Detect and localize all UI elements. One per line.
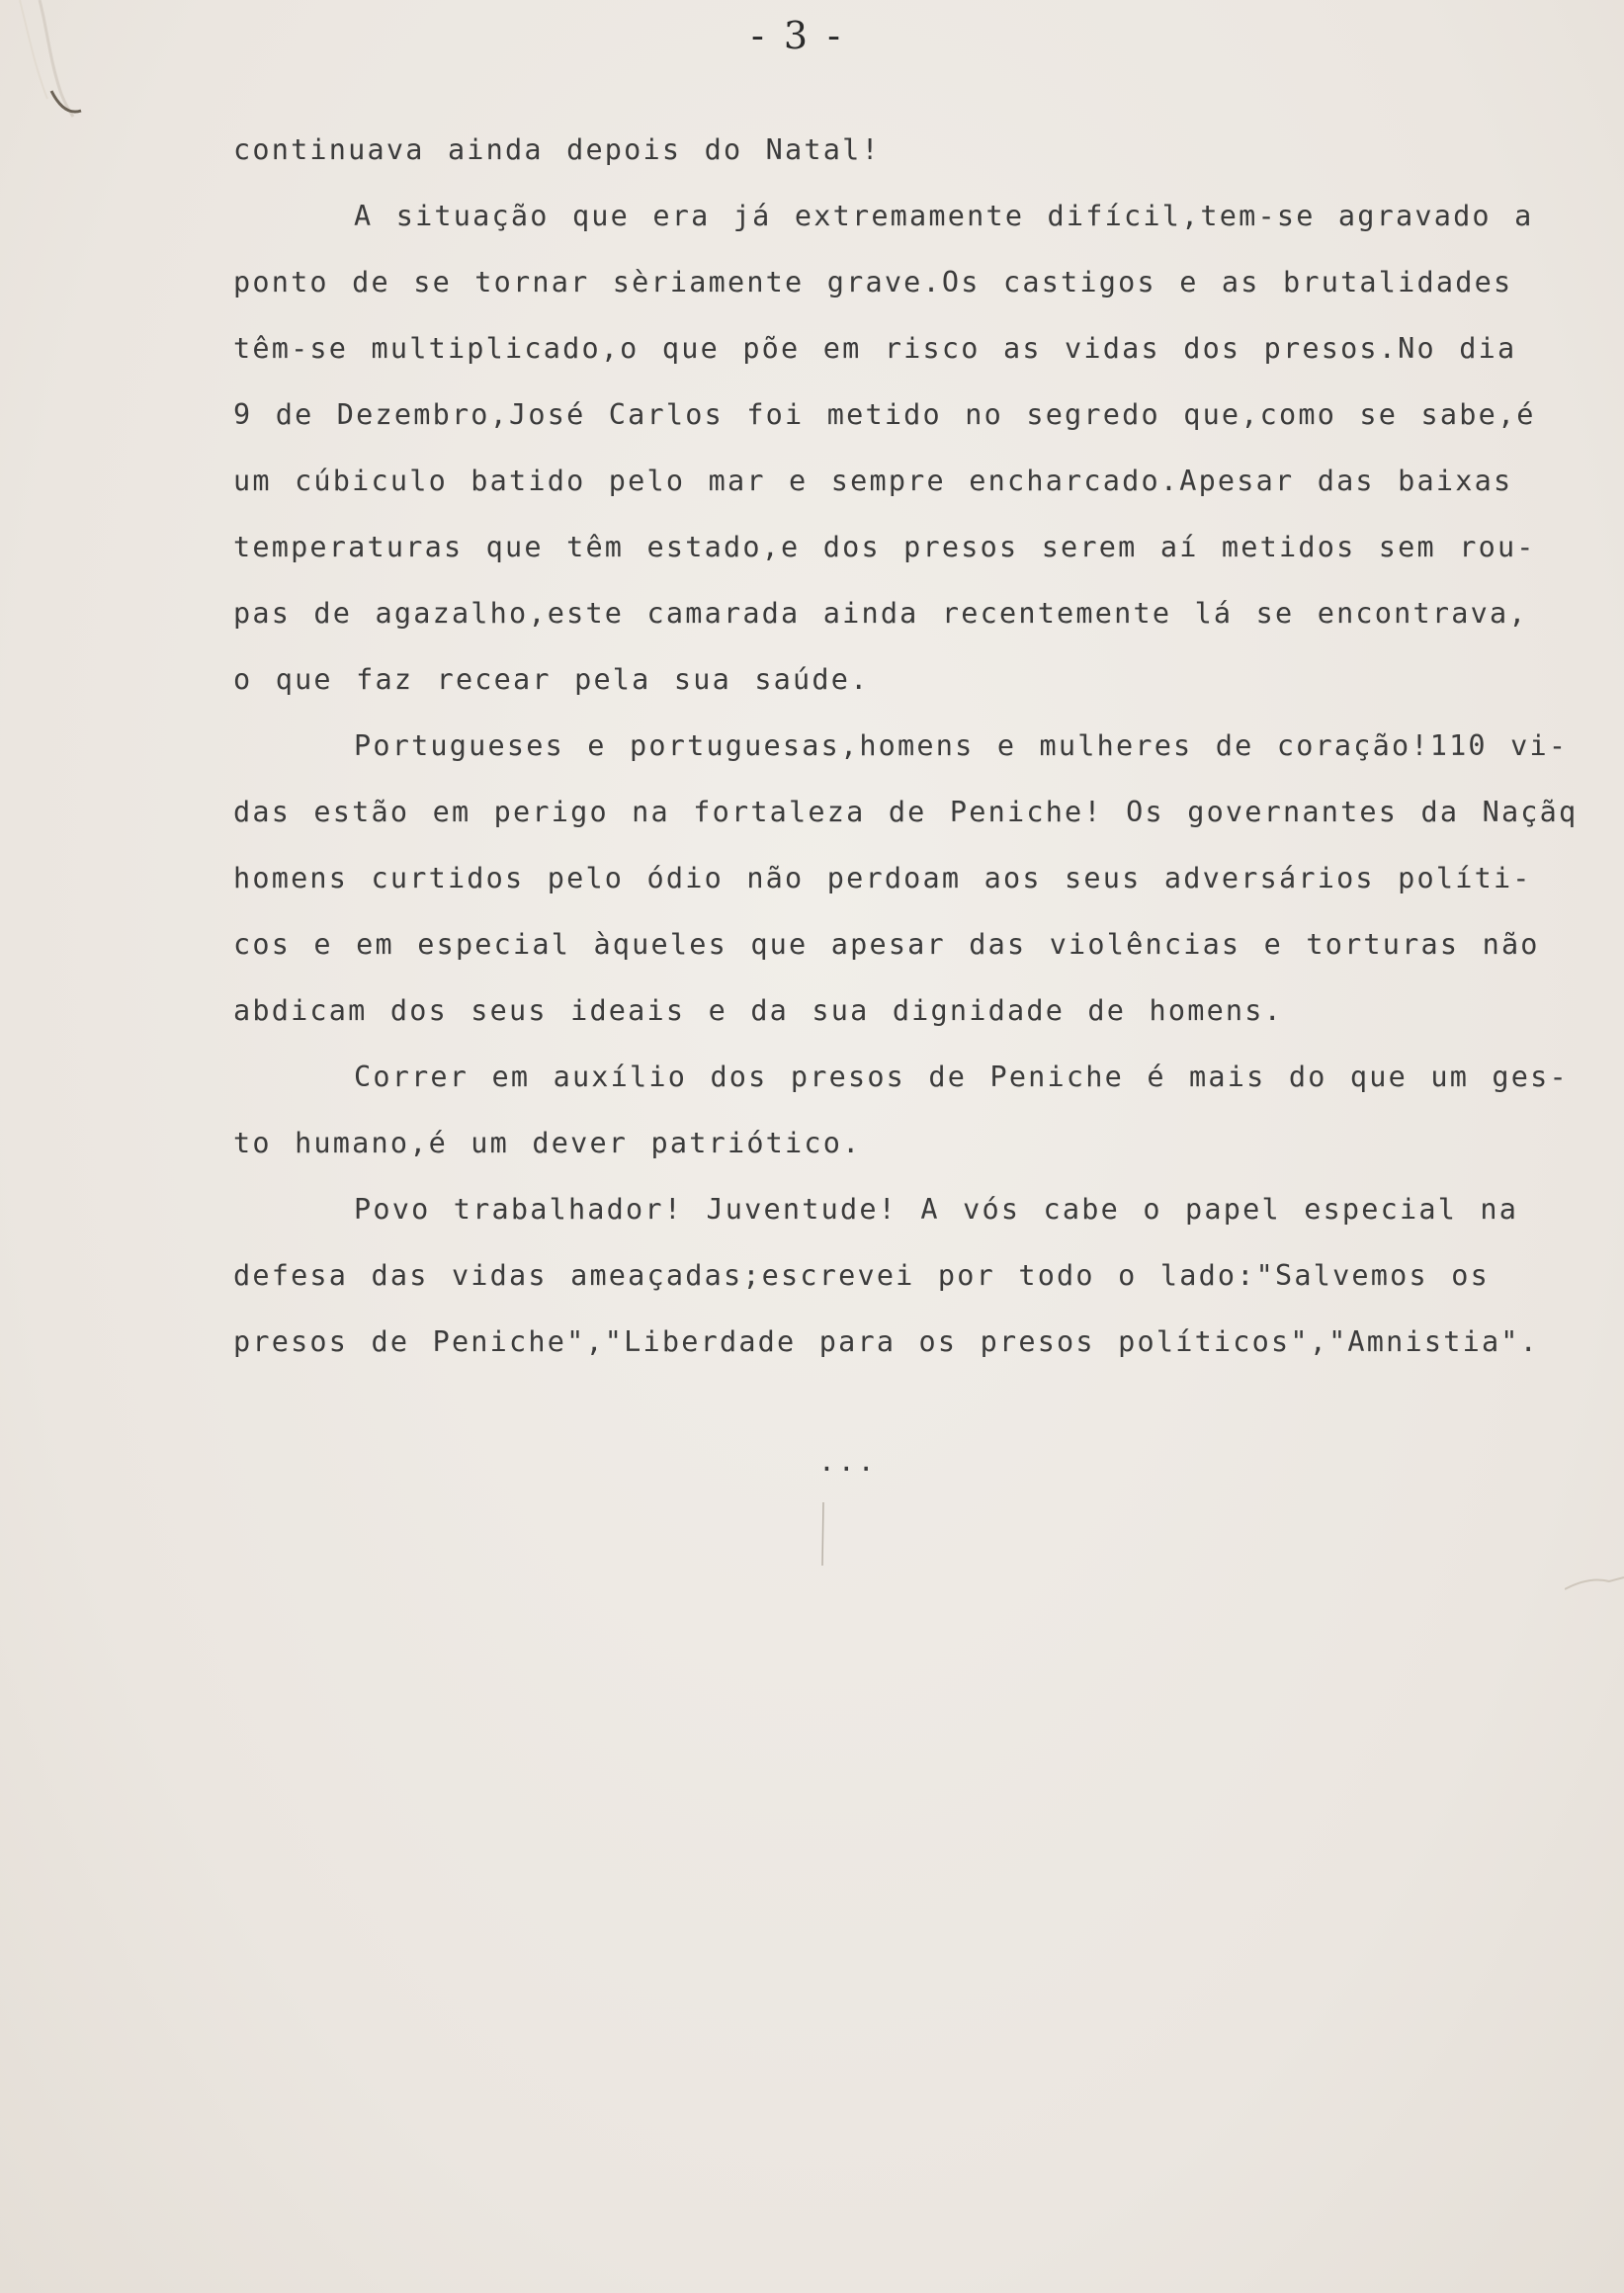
text-line: cos e em especial àqueles que apesar das violências e torturas não [233, 928, 1540, 961]
text-line: presos de Peniche","Liberdade para os presos políticos","Amnistia". [233, 1325, 1540, 1358]
closing-ellipsis: ... [818, 1445, 878, 1478]
text-line: continuava ainda depois do Natal! [233, 133, 881, 166]
text-line: das estão em perigo na fortaleza de Peniche! Os governantes da Naçãq [233, 796, 1579, 828]
paragraph-start-line: Povo trabalhador! Juventude! A vós cabe o papel especial na [354, 1193, 1519, 1226]
paragraph-start-line: Portugueses e portuguesas,homens e mulheres de coração!110 vi- [354, 729, 1569, 762]
paragraph-start-line: Correr em auxílio dos presos de Peniche é mais do que um ges- [354, 1061, 1569, 1093]
page-number: - 3 - [751, 14, 845, 57]
text-line: to humano,é um dever patriótico. [233, 1127, 862, 1159]
paper-edge-tear [1565, 1571, 1624, 1601]
text-line: pas de agazalho,este camarada ainda recentemente lá se encontrava, [233, 597, 1528, 630]
paragraph-start-line: A situação que era já extremamente difícil,tem-se agravado a [354, 200, 1534, 232]
text-line: o que faz recear pela sua saúde. [233, 663, 870, 696]
text-line: abdicam dos seus ideais e da sua dignidade de homens. [233, 994, 1283, 1027]
typewritten-body [233, 117, 1578, 1375]
pencil-stroke-mark [818, 1502, 828, 1571]
text-line: homens curtidos pelo ódio não perdoam aos seus adversários políti- [233, 862, 1532, 894]
text-line: 9 de Dezembro,José Carlos foi metido no segredo que,como se sabe,é [233, 398, 1536, 431]
text-line: ponto de se tornar sèriamente grave.Os castigos e as brutalidades [233, 266, 1513, 298]
text-line: temperaturas que têm estado,e dos presos serem aí metidos sem rou- [233, 531, 1536, 563]
text-line: defesa das vidas ameaçadas;escrevei por todo o lado:"Salvemos os [233, 1259, 1490, 1292]
text-line: um cúbiculo batido pelo mar e sempre encharcado.Apesar das baixas [233, 465, 1513, 497]
corner-fold-mark [0, 0, 109, 138]
text-line: têm-se multiplicado,o que põe em risco as vidas dos presos.No dia [233, 332, 1517, 365]
